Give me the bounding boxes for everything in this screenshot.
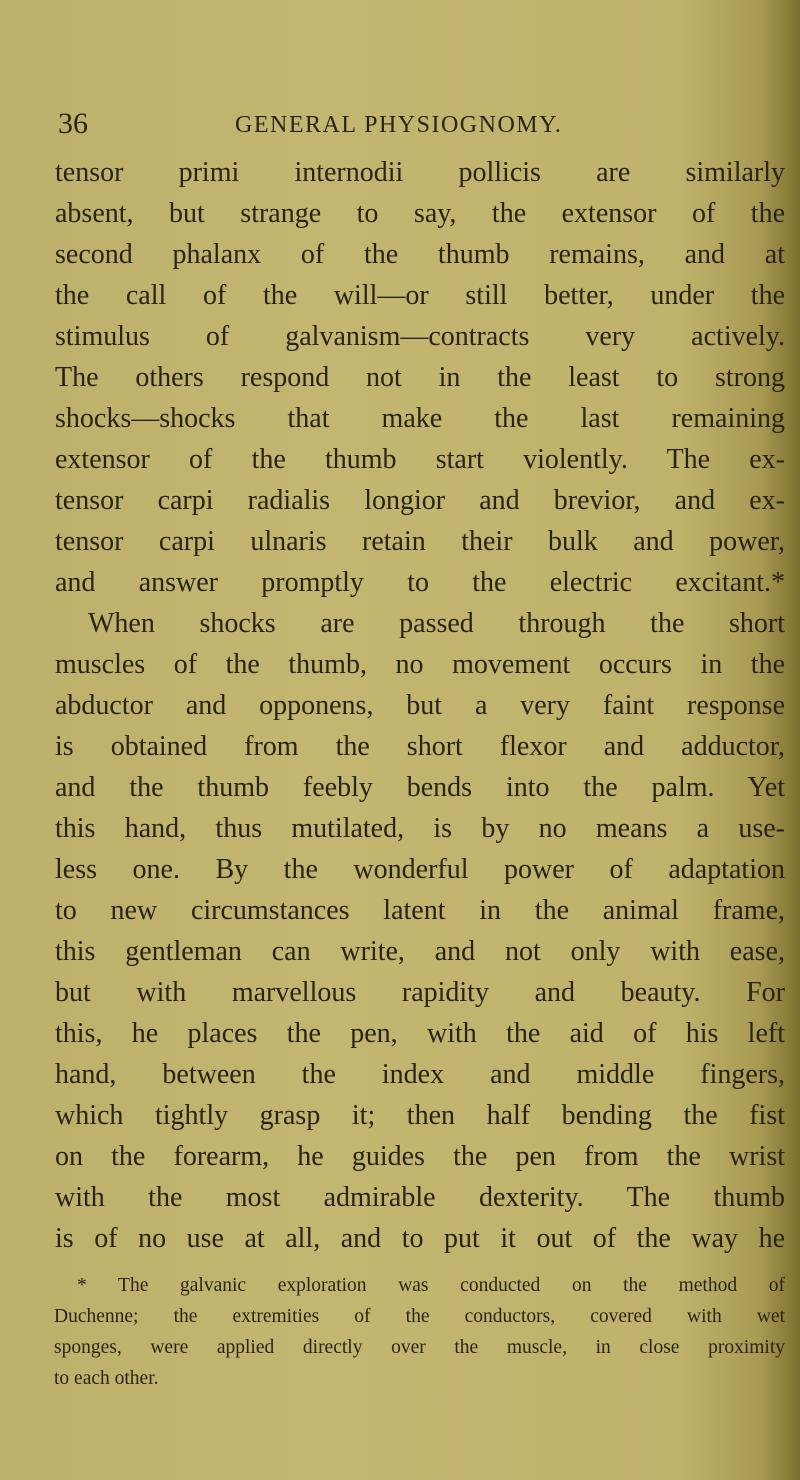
- text-line: this, he places the pen, with the aid of his left: [55, 1018, 785, 1049]
- text-line: second phalanx of the thumb remains, and at: [55, 239, 785, 270]
- footnote-line: sponges, were applied directly over the muscle, in close proximity: [54, 1337, 785, 1358]
- text-line: and the thumb feebly bends into the palm. Yet: [55, 772, 785, 803]
- footnote-line: * The galvanic exploration was conducted on the method of: [77, 1275, 785, 1296]
- text-line: this hand, thus mutilated, is by no means a use-: [55, 813, 785, 844]
- footnote: [54, 1270, 785, 1394]
- text-line: abductor and opponens, but a very faint response: [55, 690, 785, 721]
- footnote-line: Duchenne; the extremities of the conductors, covered with wet: [54, 1306, 785, 1327]
- page-header: [58, 106, 758, 146]
- text-line: extensor of the thumb start violently. The ex-: [55, 444, 785, 475]
- text-line: which tightly grasp it; then half bending the fist: [55, 1100, 785, 1131]
- page-number: 36: [58, 107, 88, 140]
- text-line: less one. By the wonderful power of adaptation: [55, 854, 785, 885]
- text-line: The others respond not in the least to strong: [55, 362, 785, 393]
- text-line: stimulus of galvanism—contracts very actively.: [55, 321, 785, 352]
- text-line: shocks—shocks that make the last remaining: [55, 403, 785, 434]
- text-line: tensor carpi ulnaris retain their bulk and power,: [55, 526, 785, 557]
- text-line: but with marvellous rapidity and beauty. For: [55, 977, 785, 1008]
- text-line: is obtained from the short flexor and adductor,: [55, 731, 785, 762]
- text-line: hand, between the index and middle fingers,: [55, 1059, 785, 1090]
- text-line: absent, but strange to say, the extensor of the: [55, 198, 785, 229]
- text-line: tensor carpi radialis longior and brevior, and ex-: [55, 485, 785, 516]
- text-line: to new circumstances latent in the animal frame,: [55, 895, 785, 926]
- text-line: this gentleman can write, and not only with ease,: [55, 936, 785, 967]
- text-line: and answer promptly to the electric excitant.*: [55, 567, 785, 598]
- text-line: tensor primi internodii pollicis are similarly: [55, 157, 785, 188]
- text-line: muscles of the thumb, no movement occurs in the: [55, 649, 785, 680]
- text-line: with the most admirable dexterity. The thumb: [55, 1182, 785, 1213]
- running-head: GENERAL PHYSIOGNOMY.: [235, 112, 563, 138]
- footnote-line: to each other.: [54, 1368, 159, 1389]
- text-line: When shocks are passed through the short: [88, 608, 785, 639]
- text-line: the call of the will—or still better, under the: [55, 280, 785, 311]
- text-line: is of no use at all, and to put it out of the way he: [55, 1223, 785, 1254]
- text-line: on the forearm, he guides the pen from the wrist: [55, 1141, 785, 1172]
- body-text: [55, 152, 785, 1259]
